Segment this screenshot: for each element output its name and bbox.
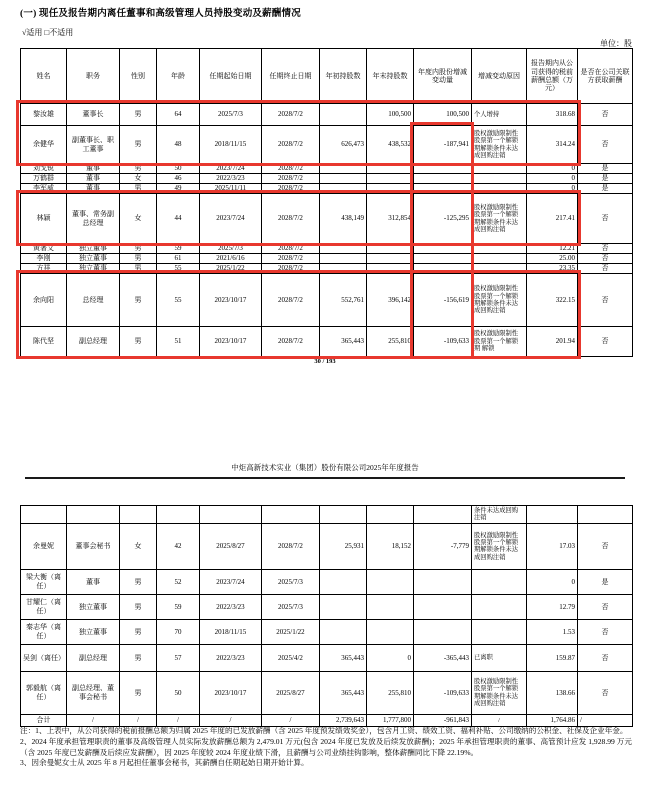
table-cell: 男 [120,126,157,164]
table-row [21,523,633,569]
table-cell [414,619,472,644]
table-cell: 2025/11/11 [200,184,262,194]
table-cell: 2028/7/2 [262,104,320,126]
table-cell: 总经理 [67,274,120,327]
table-cell [414,184,472,194]
table-cell: / [200,714,262,726]
table-cell: 2028/7/2 [262,194,320,244]
notes-section [20,726,632,769]
note-3: 3、因余曼妮女士从 2025 年 8 月起担任董事会秘书，其薪酬自任期起始日期开始计算。 [20,758,309,768]
table-cell: 100,500 [367,104,414,126]
table-cell: 0 [527,174,578,184]
table-cell [472,164,527,174]
column-header: 报告期内从公司获得的税前薪酬总额（万元） [527,49,578,104]
table-cell [262,506,320,524]
table-cell: 男 [120,184,157,194]
table-cell: 董事、常务副总经理 [67,194,120,244]
table-cell [320,184,367,194]
table-cell: 59 [157,594,200,619]
table-cell: / [157,714,200,726]
table-cell: 12.79 [527,594,578,619]
table-cell [120,506,157,524]
table-cell: 黎汝雄 [21,104,67,126]
table-cell: 312,854 [367,194,414,244]
table-cell: 副总经理、董事会秘书 [67,671,120,714]
table-cell: 是 [578,184,633,194]
table-cell [367,254,414,264]
table-cell: 李刚 [21,254,67,264]
table-cell: 365,443 [320,671,367,714]
table-cell: 0 [527,184,578,194]
table-cell: 2025/1/22 [200,264,262,274]
table-cell [472,244,527,254]
table-cell: 2025/7/3 [262,594,320,619]
page-number: 30 / 193 [314,358,336,365]
table-cell: 44 [157,194,200,244]
table-cell: / [262,714,320,726]
table-cell: 否 [578,523,633,569]
table-cell: 董事 [67,184,120,194]
table-cell: 159.87 [527,644,578,671]
column-header: 年龄 [157,49,200,104]
table-cell: 2025/7/3 [262,569,320,594]
table-cell: 318.68 [527,104,578,126]
table-cell [320,244,367,254]
table-row [21,506,633,524]
table-cell [367,184,414,194]
table-cell: 甘耀仁（离任） [21,594,67,619]
table-cell [414,254,472,264]
table-cell: 2028/7/2 [262,274,320,327]
table-cell: 陈代坚 [21,327,67,357]
table-cell: 否 [578,327,633,357]
table-cell [367,174,414,184]
table-cell: 2018/11/15 [200,619,262,644]
table-cell: 1.53 [527,619,578,644]
table-cell: 男 [120,671,157,714]
table-cell: 396,142 [367,274,414,327]
table-cell: 50 [157,671,200,714]
table-row [21,194,633,244]
table-cell: 股权激励限制性股票第一个解锁期 解锁 [472,327,527,357]
table-cell: 64 [157,104,200,126]
table-cell [578,506,633,524]
table-cell [367,164,414,174]
table-cell [320,506,367,524]
table-cell: 2025/4/2 [262,644,320,671]
table-row [21,714,633,726]
table-cell: 2028/7/2 [262,184,320,194]
table-cell [414,264,472,274]
table-cell [472,254,527,264]
table-cell: 1,777,800 [367,714,414,726]
table-cell [367,244,414,254]
table-cell: 2021/6/16 [200,254,262,264]
table-cell: 否 [578,264,633,274]
table-row [21,174,633,184]
column-header: 年末持股数 [367,49,414,104]
table-cell: / [67,714,120,726]
applicability-line: √适用 □不适用 [22,28,74,37]
table-cell: 2022/3/23 [200,174,262,184]
table-cell: 2,739,643 [320,714,367,726]
table-cell [472,594,527,619]
table-cell: 2025/8/27 [262,671,320,714]
table-cell: 365,443 [320,327,367,357]
table-cell: 49 [157,184,200,194]
table-cell: 255,810 [367,671,414,714]
table-cell: 217.41 [527,194,578,244]
column-header: 年初持股数 [320,49,367,104]
table-row [21,104,633,126]
table-cell [320,164,367,174]
table-cell: 100,500 [414,104,472,126]
note-1: 注：1、上表中，从公司获得的税前报酬总额为归属 2025 年度的已发放薪酬（含 2025 年度预发绩效奖金），包含月工资、绩效工资、福利补贴、公司缴纳的公积金、社保及企业年金。 [20,726,628,735]
table-cell: 独立董事 [67,254,120,264]
table-cell: 2028/7/2 [262,244,320,254]
table-cell: 股权激励限制性股票第一个解锁期解锁条件未达成回购注销 [472,274,527,327]
table-cell: 独立董事 [67,619,120,644]
table-cell: 2028/7/2 [262,264,320,274]
table-cell: 个人增持 [472,104,527,126]
table-cell: 23.35 [527,264,578,274]
table-cell: 2025/7/3 [200,244,262,254]
table-cell: 25,931 [320,523,367,569]
table-cell: 男 [120,274,157,327]
table-cell: 2025/1/22 [262,619,320,644]
section-title: (一) 现任及报告期内离任董事和高级管理人员持股变动及薪酬情况 [20,9,301,19]
table-cell: 12.21 [527,244,578,254]
table-row [21,274,633,327]
table-cell: 2025/7/3 [200,104,262,126]
table-cell [320,569,367,594]
management-table-page1 [20,48,633,357]
table-cell: 董事 [67,164,120,174]
table-cell: 365,443 [320,644,367,671]
table-cell: 2028/7/2 [262,327,320,357]
table-cell [367,264,414,274]
table-cell [414,506,472,524]
table-cell: 副总经理 [67,327,120,357]
table-cell [320,254,367,264]
table-cell: 黄著文 [21,244,67,254]
table-cell: 否 [578,126,633,164]
table-cell [67,506,120,524]
table-cell: 2022/3/23 [200,594,262,619]
column-header: 增减变动原因 [472,49,527,104]
table-cell: / [120,714,157,726]
table-cell [367,619,414,644]
table-cell [414,174,472,184]
column-header: 是否在公司关联方获取薪酬 [578,49,633,104]
table-cell: 方祥 [21,264,67,274]
table-cell: 46 [157,174,200,184]
table-row [21,164,633,174]
table-cell: 李军威 [21,184,67,194]
table-cell: 董事会秘书 [67,523,120,569]
table-cell: 余曼妮 [21,523,67,569]
table-cell: 52 [157,569,200,594]
table-row [21,126,633,164]
table-cell: 条件未达成回购注销 [472,506,527,524]
table-cell: 董事长 [67,104,120,126]
table-cell [320,619,367,644]
table-cell: / [578,714,633,726]
table-cell: 董事 [67,569,120,594]
table-cell: 1,764.86 [527,714,578,726]
table-row [21,244,633,254]
table-cell: 股权激励限制性股票第一个解锁期解锁条件未达成回购注销 [472,194,527,244]
table-cell: 55 [157,274,200,327]
table-cell: 余健华 [21,126,67,164]
table-cell [414,164,472,174]
table-cell: 51 [157,327,200,357]
table-cell: 2023/10/17 [200,327,262,357]
table-cell: 女 [120,174,157,184]
table-cell: -961,843 [414,714,472,726]
table-cell [320,174,367,184]
table-cell: 股权激励限制性股票第一个解锁期解锁条件未达成回购注销 [472,671,527,714]
table-cell: 男 [120,264,157,274]
table-cell: 男 [120,244,157,254]
table-cell: 626,473 [320,126,367,164]
table-cell [367,594,414,619]
table-cell: 322.15 [527,274,578,327]
table-cell: 2023/10/17 [200,671,262,714]
table-cell [320,264,367,274]
table-cell [472,184,527,194]
table-cell: 138.66 [527,671,578,714]
table-cell: 2023/7/24 [200,194,262,244]
table-cell: 男 [120,254,157,264]
table-cell: 独立董事 [67,244,120,254]
table-cell: 2022/3/23 [200,644,262,671]
table-cell: 已离职 [472,644,527,671]
table-cell: 董事 [67,174,120,184]
table-cell: 否 [578,644,633,671]
table-cell: 552,761 [320,274,367,327]
table-cell: 股权激励限制性股票第一个解锁期解锁条件未达成回购注销 [472,523,527,569]
table-cell: 2023/10/17 [200,274,262,327]
table-cell: 55 [157,264,200,274]
table-cell: 股权激励限制性股票第一个解锁期解锁条件未达成回购注销 [472,126,527,164]
table-cell: 刘戈锐 [21,164,67,174]
table-cell: 48 [157,126,200,164]
table-cell: 2028/7/2 [262,254,320,264]
table-cell: 是 [578,174,633,184]
table-cell [21,506,67,524]
table-cell: 201.94 [527,327,578,357]
table-cell: 2025/8/27 [200,523,262,569]
header-rule [25,477,625,479]
column-header: 性别 [120,49,157,104]
table-cell: 57 [157,644,200,671]
table-row [21,619,633,644]
table-cell: 否 [578,104,633,126]
table-cell [157,506,200,524]
table-cell: 男 [120,619,157,644]
table-cell: 17.03 [527,523,578,569]
table-cell: 否 [578,594,633,619]
table-cell: 是 [578,569,633,594]
table-cell: 59 [157,244,200,254]
table-cell: 女 [120,523,157,569]
column-header: 年度内股份增减变动量 [414,49,472,104]
table-cell: -109,633 [414,327,472,357]
management-table-page2 [20,505,633,727]
table-cell: 男 [120,104,157,126]
table-cell: 否 [578,619,633,644]
table-cell: 255,810 [367,327,414,357]
table-cell: 2023/7/24 [200,164,262,174]
table-cell: 吴剑（离任） [21,644,67,671]
table-cell: 0 [527,569,578,594]
table-cell: 副总经理 [67,644,120,671]
table-cell [414,244,472,254]
table-cell [320,104,367,126]
table-cell [367,506,414,524]
table-cell: -125,295 [414,194,472,244]
table-cell: 男 [120,327,157,357]
table-cell: 25.00 [527,254,578,264]
table-cell: 2018/11/15 [200,126,262,164]
table-cell: 50 [157,164,200,174]
table-cell: 万鹤群 [21,174,67,184]
table-row [21,671,633,714]
table-cell [320,594,367,619]
table-cell: / [472,714,527,726]
table-cell [527,506,578,524]
table-cell [367,569,414,594]
table-cell: -187,941 [414,126,472,164]
table-row [21,644,633,671]
table-cell: -109,633 [414,671,472,714]
report-header: 中炬高新技术实业（集团）股份有限公司2025年年度报告 [231,463,419,472]
table-cell [414,594,472,619]
table-cell: 男 [120,164,157,174]
table-cell: 否 [578,244,633,254]
table-cell: 林颖 [21,194,67,244]
table-cell: 否 [578,671,633,714]
table-cell: -7,779 [414,523,472,569]
table-header-row [21,49,633,104]
table-row [21,594,633,619]
table-cell: 独立董事 [67,264,120,274]
table-cell: 70 [157,619,200,644]
table-row [21,569,633,594]
table-cell: -156,619 [414,274,472,327]
column-header: 任期终止日期 [262,49,320,104]
table-cell: 男 [120,644,157,671]
table-cell: 61 [157,254,200,264]
table-cell: 女 [120,194,157,244]
table-cell [200,506,262,524]
table-cell: 独立董事 [67,594,120,619]
table-cell: 男 [120,569,157,594]
table-cell: 副董事长、职工董事 [67,126,120,164]
table-row [21,327,633,357]
table-cell: 2028/7/2 [262,523,320,569]
table-cell: 314.24 [527,126,578,164]
table-cell: 是 [578,164,633,174]
table-cell: 秦志华（离任） [21,619,67,644]
table-cell [472,619,527,644]
unit-label: 单位：股 [600,39,632,48]
table-cell: 438,149 [320,194,367,244]
table-cell: 否 [578,254,633,264]
column-header: 姓名 [21,49,67,104]
column-header: 职务 [67,49,120,104]
table-cell: 2028/7/2 [262,126,320,164]
table-row [21,254,633,264]
table-cell: 0 [367,644,414,671]
column-header: 任期起始日期 [200,49,262,104]
table-cell: 郭毅航（离任） [21,671,67,714]
table-cell: -365,443 [414,644,472,671]
table-cell: 否 [578,194,633,244]
table-cell: 438,532 [367,126,414,164]
table-cell: 梁大衡（离任） [21,569,67,594]
table-cell: 2028/7/2 [262,174,320,184]
table-cell [472,174,527,184]
table-cell [472,569,527,594]
table-cell: 42 [157,523,200,569]
table-cell: 2028/7/2 [262,164,320,174]
table-cell: 2023/7/24 [200,569,262,594]
table-cell: 男 [120,594,157,619]
table-cell: 合计 [21,714,67,726]
table-cell [414,569,472,594]
table-cell: 余向阳 [21,274,67,327]
table-row [21,184,633,194]
table-cell: 18,152 [367,523,414,569]
table-cell: 否 [578,274,633,327]
note-2: 2、2024 年度承担管理职责的董事及高级管理人员实际发放薪酬总额为 2,479.01 万元(包含 2024 年度已发放及后续发放薪酬)；2025 年承担管理职责的董事、高管预计应发 1,928.99 万元（含 2025 年度已发薪酬及后续应发薪酬），因 2025 年度较 2024 年度业绩下滑，且薪酬与公司业绩挂钩影响，整体薪酬同比下降 22.19%。 [20,736,632,757]
table-cell [472,264,527,274]
table-row [21,264,633,274]
table-cell: 0 [527,164,578,174]
